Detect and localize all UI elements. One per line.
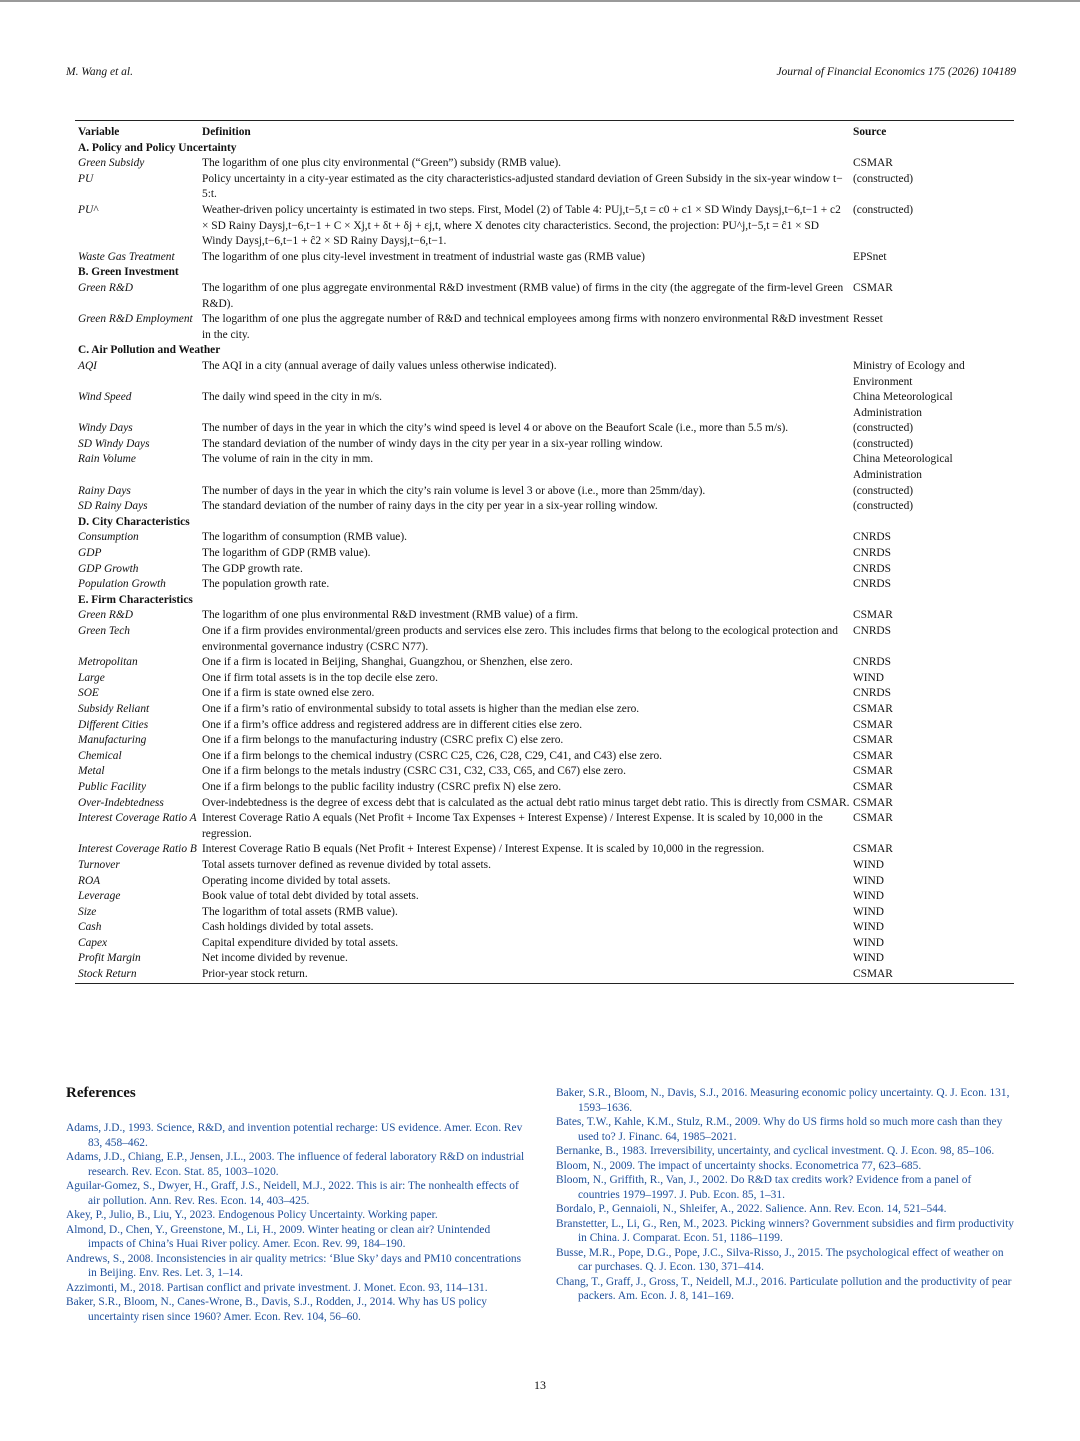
source-cell: CSMAR	[853, 749, 893, 762]
reference-entry[interactable]: Aguilar-Gomez, S., Dwyer, H., Graff, J.S., Neidell, M.J., 2022. This is air: The nonhealth effects of air pollution. Ann. Rev. Res. Econ. 14, 403–425.	[66, 1180, 519, 1207]
definition-cell: Net income divided by revenue.	[202, 952, 348, 965]
definition-cell: One if a firm is located in Beijing, Shanghai, Guangzhou, or Shenzhen, else zero.	[202, 656, 573, 669]
variable-cell: Green R&D	[78, 609, 133, 622]
definition-cell: The number of days in the year in which the city’s rain volume is level 3 or above (i.e., more than 25mm/day).	[202, 484, 706, 497]
table-row	[75, 905, 1014, 921]
table-row	[75, 671, 1014, 687]
reference-entry[interactable]: Adams, J.D., 1993. Science, R&D, and invention potential recharge: US evidence. Amer. Econ. Rev 83, 458–462.	[66, 1122, 523, 1149]
definition-cell: The logarithm of one plus environmental R&D investment (RMB value) of a firm.	[202, 609, 579, 622]
table-row	[75, 796, 1014, 812]
definition-cell: The GDP growth rate.	[202, 562, 303, 575]
definition-cell: One if firm total assets is in the top decile else zero.	[202, 671, 438, 684]
definition-cell: The logarithm of total assets (RMB value).	[202, 905, 398, 918]
table-row	[75, 733, 1014, 749]
variable-cell: AQI	[78, 359, 97, 372]
source-cell: (constructed)	[853, 484, 914, 497]
variable-cell: Metal	[78, 765, 105, 778]
section-row	[75, 141, 1014, 157]
definition-cell: One if a firm belongs to the manufacturing industry (CSRC prefix C) else zero.	[202, 734, 564, 747]
running-header-authors: M. Wang et al.	[66, 66, 133, 78]
source-cell: Resset	[853, 313, 883, 326]
variable-cell: Profit Margin	[78, 952, 141, 965]
definition-cell: The number of days in the year in which the city’s wind speed is level 4 or above on the Beaufort Scale (i.e., more than 5.5 m/s).	[202, 422, 789, 435]
variable-cell: Cash	[78, 921, 102, 934]
source-cell: CSMAR	[853, 157, 893, 170]
table-row	[75, 172, 1014, 203]
table-row	[75, 624, 1014, 655]
table-body	[75, 141, 1014, 983]
source-cell: Ministry of Ecology and Environment	[853, 359, 965, 388]
table-row	[75, 858, 1014, 874]
source-cell: CSMAR	[853, 734, 893, 747]
reference-entry[interactable]: Chang, T., Graff, J., Gross, T., Neidell, M.J., 2016. Particulate pollution and the productivity of pear packers. Am. Econ. J. 8, 141–169.	[556, 1275, 1012, 1302]
source-cell: WIND	[853, 858, 884, 871]
variable-definitions-table	[75, 120, 1014, 984]
table-row	[75, 920, 1014, 936]
reference-entry[interactable]: Baker, S.R., Bloom, N., Canes-Wrone, B., Davis, S.J., Rodden, J., 2014. Why has US policy uncertainty risen since 1960? Amer. Econ. Rev. 104, 56–60.	[66, 1296, 487, 1323]
definition-cell: Interest Coverage Ratio B equals (Net Profit + Interest Expense) / Interest Expense. It is scaled by 10,000 in the regression.	[202, 843, 765, 856]
section-row	[75, 343, 1014, 359]
source-cell: CNRDS	[853, 625, 891, 637]
definition-cell: Over-indebtedness is the degree of excess debt that is calculated as the actual debt ratio minus target debt ratio. This is directly from CSMAR.	[202, 796, 850, 809]
definition-cell: Weather-driven policy uncertainty is estimated in two steps. First, Model (2) of Table 4: PUj,t−5,t = c0 + c1 × SD Windy Daysj,t−6,t−1 + c2 × SD Rainy Daysj,t−6,t−1 + C × Xj,t + δt + δj + εj,t, where X denotes city characteristics. Second, the projection: PU^j,t−5,t = ĉ1 × SD Windy Daysj,t−6,t−1 + ĉ2 × SD Rainy Daysj,t−6,t−1.	[202, 203, 841, 248]
definition-cell: The AQI in a city (annual average of daily values unless otherwise indicated).	[202, 359, 557, 372]
source-cell: CNRDS	[853, 656, 891, 669]
definition-cell: Capital expenditure divided by total assets.	[202, 936, 399, 949]
section-title: B. Green Investment	[78, 266, 179, 279]
source-cell: CNRDS	[853, 578, 891, 591]
definition-cell: The population growth rate.	[202, 578, 330, 591]
variable-cell: Leverage	[78, 890, 121, 903]
definition-cell: The logarithm of one plus city-level investment in treatment of industrial waste gas (RMB value)	[202, 250, 645, 263]
variable-cell: GDP Growth	[78, 562, 139, 575]
column-header-definition: Definition	[202, 126, 251, 138]
definition-cell: One if a firm belongs to the public facility industry (CSRC prefix N) else zero.	[202, 780, 562, 793]
reference-entry[interactable]: Andrews, S., 2008. Inconsistencies in air quality metrics: ‘Blue Sky’ days and PM10 concentrations in Beijing. Env. Res. Let. 3, 1–14.	[66, 1252, 522, 1279]
reference-entry[interactable]: Bates, T.W., Kahle, K.M., Stulz, R.M., 2009. Why do US firms hold so much more cash than they used to? J. Financ. 64, 1985–2021.	[556, 1116, 1003, 1143]
definition-cell: The logarithm of GDP (RMB value).	[202, 547, 371, 560]
definition-cell: One if a firm’s office address and registered address are in different cities else zero.	[202, 718, 583, 731]
reference-entry[interactable]: Bernanke, B., 1983. Irreversibility, uncertainty, and cyclical investment. Q. J. Econ. 98, 85–106.	[556, 1145, 995, 1157]
definition-cell: The volume of rain in the city in mm.	[202, 453, 374, 466]
variable-cell: Wind Speed	[78, 391, 132, 404]
variable-cell: Rain Volume	[78, 453, 136, 466]
variable-cell: SD Windy Days	[78, 437, 150, 450]
source-cell: (constructed)	[853, 437, 914, 450]
reference-entry[interactable]: Bloom, N., 2009. The impact of uncertainty shocks. Econometrica 77, 623–685.	[556, 1159, 922, 1172]
source-cell: CSMAR	[853, 812, 893, 825]
section-title: D. City Characteristics	[78, 515, 190, 528]
source-cell: WIND	[853, 671, 884, 684]
running-header-journal: Journal of Financial Economics 175 (2026) 104189	[776, 66, 1016, 78]
source-cell: WIND	[853, 936, 884, 949]
table-row	[75, 686, 1014, 702]
table-row	[75, 874, 1014, 890]
variable-cell: Metropolitan	[78, 656, 138, 669]
definition-cell: The standard deviation of the number of rainy days in the city per year in a six-year rolling window.	[202, 500, 658, 513]
definition-cell: Total assets turnover defined as revenue divided by total assets.	[202, 858, 491, 871]
source-cell: CNRDS	[853, 531, 891, 544]
definition-cell: The standard deviation of the number of windy days in the city per year in a six-year rolling window.	[202, 437, 663, 450]
variable-cell: Stock Return	[78, 968, 137, 981]
variable-cell: Manufacturing	[78, 734, 147, 747]
source-cell: (constructed)	[853, 203, 914, 216]
reference-entry[interactable]: Bloom, N., Griffith, R., Van, J., 2002. Do R&D tax credits work? Evidence from a panel of countries 1979–1997. J. Pub. Econ. 85, 1–31.	[556, 1174, 972, 1201]
table-row	[75, 546, 1014, 562]
definition-cell: One if a firm belongs to the metals industry (CSRC C31, C32, C33, C65, and C67) else zero.	[202, 765, 626, 778]
source-cell: WIND	[853, 874, 884, 887]
definition-cell: Policy uncertainty in a city-year estimated as the city characteristics-adjusted standard deviation of Green Subsidy in the six-year window t− 5:t.	[202, 172, 843, 201]
top-border	[0, 0, 1080, 2]
table-row	[75, 764, 1014, 780]
source-cell: CSMAR	[853, 765, 893, 778]
table-row	[75, 951, 1014, 967]
variable-cell: Turnover	[78, 858, 120, 871]
table-row	[75, 967, 1014, 983]
source-cell: WIND	[853, 890, 884, 903]
table-row	[75, 359, 1014, 390]
definition-cell: One if a firm’s ratio of environmental subsidy to total assets is higher than the median else zero.	[202, 702, 640, 715]
reference-entry[interactable]: Adams, J.D., Chiang, E.P., Jensen, J.L., 2003. The influence of federal laboratory R&D on industrial research. Rev. Econ. Stat. 85, 1003–1020.	[66, 1151, 525, 1178]
variable-cell: Chemical	[78, 749, 122, 762]
reference-entry[interactable]: Akey, P., Julio, B., Liu, Y., 2023. Endogenous Policy Uncertainty. Working paper.	[66, 1209, 438, 1221]
reference-entry[interactable]: Busse, M.R., Pope, D.G., Pope, J.C., Silva-Risso, J., 2015. The psychological effect of weather on car purchases. Q. J. Econ. 130, 371–414.	[556, 1246, 1004, 1273]
table-row	[75, 655, 1014, 671]
source-cell: China Meteorological Administration	[853, 391, 953, 419]
source-cell: CSMAR	[853, 843, 893, 856]
definition-cell: Cash holdings divided by total assets.	[202, 921, 374, 934]
definition-cell: The logarithm of one plus the aggregate number of R&D and technical employees among firms with nonzero environmental R&D investment in the city.	[202, 313, 849, 341]
variable-cell: Different Cities	[78, 718, 149, 731]
source-cell: WIND	[853, 952, 884, 965]
source-cell: CSMAR	[853, 796, 893, 809]
reference-entry[interactable]: Branstetter, L., Li, G., Ren, M., 2023. Picking winners? Government subsidies and firm productivity in China. J. Comparat. Econ. 51, 1186–1199.	[556, 1217, 1014, 1244]
table-row	[75, 421, 1014, 437]
table-row	[75, 437, 1014, 453]
variable-cell: Waste Gas Treatment	[78, 250, 175, 263]
variable-cell: Interest Coverage Ratio A	[78, 812, 197, 825]
source-cell: CSMAR	[853, 718, 893, 731]
definition-cell: One if a firm belongs to the chemical industry (CSRC C25, C26, C28, C29, C41, and C43) else zero.	[202, 749, 662, 762]
variable-cell: GDP	[78, 547, 102, 560]
table-row	[75, 562, 1014, 578]
source-cell: CNRDS	[853, 687, 891, 700]
definition-cell: The logarithm of one plus aggregate environmental R&D investment (RMB value) of firms in the city (the aggregate of the firm-level Green R&D).	[202, 281, 844, 310]
source-cell: CSMAR	[853, 609, 893, 622]
table-row	[75, 749, 1014, 765]
variable-cell: SD Rainy Days	[78, 500, 148, 513]
section-title: C. Air Pollution and Weather	[78, 344, 221, 357]
table-row	[75, 889, 1014, 905]
definition-cell: Operating income divided by total assets.	[202, 874, 391, 887]
table-row	[75, 203, 1014, 250]
variable-cell: Green R&D	[78, 281, 133, 294]
table-row	[75, 250, 1014, 266]
source-cell: CSMAR	[853, 968, 893, 981]
table-row	[75, 499, 1014, 515]
reference-entry[interactable]: Baker, S.R., Bloom, N., Davis, S.J., 2016. Measuring economic policy uncertainty. Q. J. Econ. 131, 1593–1636.	[556, 1087, 1010, 1114]
table-row	[75, 281, 1014, 312]
section-row	[75, 593, 1014, 609]
variable-cell: ROA	[78, 874, 101, 887]
table-row	[75, 577, 1014, 593]
references-heading: References	[66, 1085, 136, 1101]
variable-cell: Interest Coverage Ratio B	[78, 843, 197, 856]
table-row	[75, 530, 1014, 546]
table-row	[75, 156, 1014, 172]
source-cell: CNRDS	[853, 562, 891, 575]
references-left-column	[66, 1121, 528, 1324]
reference-entry[interactable]: Bordalo, P., Gennaioli, N., Shleifer, A., 2022. Salience. Ann. Rev. Econ. 14, 521–544.	[556, 1203, 947, 1215]
source-cell: WIND	[853, 921, 884, 934]
variable-cell: PU	[78, 172, 94, 185]
reference-entry[interactable]: Azzimonti, M., 2018. Partisan conflict and private investment. J. Monet. Econ. 93, 114–131.	[66, 1281, 488, 1294]
table-row	[75, 608, 1014, 624]
variable-cell: Subsidy Reliant	[78, 702, 150, 715]
source-cell: CSMAR	[853, 780, 893, 793]
source-cell: CNRDS	[853, 547, 891, 560]
variable-cell: SOE	[78, 687, 99, 700]
table-row	[75, 484, 1014, 500]
variable-cell: Population Growth	[78, 578, 166, 591]
variable-cell: Size	[78, 905, 97, 918]
variable-cell: PU^	[78, 203, 98, 216]
source-cell: CSMAR	[853, 281, 893, 294]
variable-cell: Rainy Days	[78, 484, 131, 497]
source-cell: China Meteorological Administration	[853, 453, 953, 482]
definition-cell: The daily wind speed in the city in m/s.	[202, 391, 383, 404]
table-bottom-rule	[75, 983, 1014, 984]
table-row	[75, 780, 1014, 796]
definition-cell: The logarithm of consumption (RMB value).	[202, 531, 407, 544]
table-row	[75, 811, 1014, 842]
variable-cell: Large	[78, 671, 105, 684]
variable-cell: Public Facility	[78, 780, 147, 793]
section-row	[75, 265, 1014, 281]
variable-cell: Green R&D Employment	[78, 313, 193, 326]
variable-cell: Consumption	[78, 531, 139, 544]
definition-cell: Interest Coverage Ratio A equals (Net Profit + Income Tax Expenses + Interest Expense) / Interest Expense. It is scaled by 10,000 in the regression.	[202, 812, 823, 840]
variable-cell: Over-Indebtedness	[78, 796, 164, 809]
source-cell: (constructed)	[853, 500, 914, 513]
definition-cell: Prior-year stock return.	[202, 968, 308, 981]
definition-cell: One if a firm provides environmental/green products and services else zero. This includes firms that belong to the ecological protection and environmental governance industry (CSRC N77).	[202, 625, 838, 653]
definition-cell: The logarithm of one plus city environmental (“Green”) subsidy (RMB value).	[202, 157, 562, 170]
table-row	[75, 452, 1014, 483]
reference-entry[interactable]: Almond, D., Chen, Y., Greenstone, M., Li, H., 2009. Winter heating or clean air? Unintended impacts of China’s Huai River policy. Amer. Econ. Rev. 99, 184–190.	[66, 1223, 491, 1250]
table-row	[75, 842, 1014, 858]
variable-cell: Green Subsidy	[78, 157, 145, 170]
table-row	[75, 936, 1014, 952]
source-cell: WIND	[853, 905, 884, 918]
section-row	[75, 515, 1014, 531]
variable-cell: Green Tech	[78, 625, 130, 637]
source-cell: (constructed)	[853, 422, 914, 435]
section-title: E. Firm Characteristics	[78, 593, 193, 606]
column-header-source: Source	[853, 126, 887, 138]
source-cell: EPSnet	[853, 250, 887, 263]
table-row	[75, 702, 1014, 718]
references-right-column	[556, 1086, 1014, 1304]
source-cell: CSMAR	[853, 702, 893, 715]
table-row	[75, 718, 1014, 734]
section-title: A. Policy and Policy Uncertainty	[78, 141, 237, 154]
table-row	[75, 312, 1014, 343]
variable-cell: Capex	[78, 936, 108, 949]
source-cell: (constructed)	[853, 172, 914, 185]
definition-cell: Book value of total debt divided by total assets.	[202, 890, 419, 903]
table-row	[75, 390, 1014, 421]
variable-cell: Windy Days	[78, 422, 133, 435]
page-number: 13	[534, 1378, 546, 1392]
column-header-variable: Variable	[78, 126, 120, 138]
definition-cell: One if a firm is state owned else zero.	[202, 687, 375, 700]
